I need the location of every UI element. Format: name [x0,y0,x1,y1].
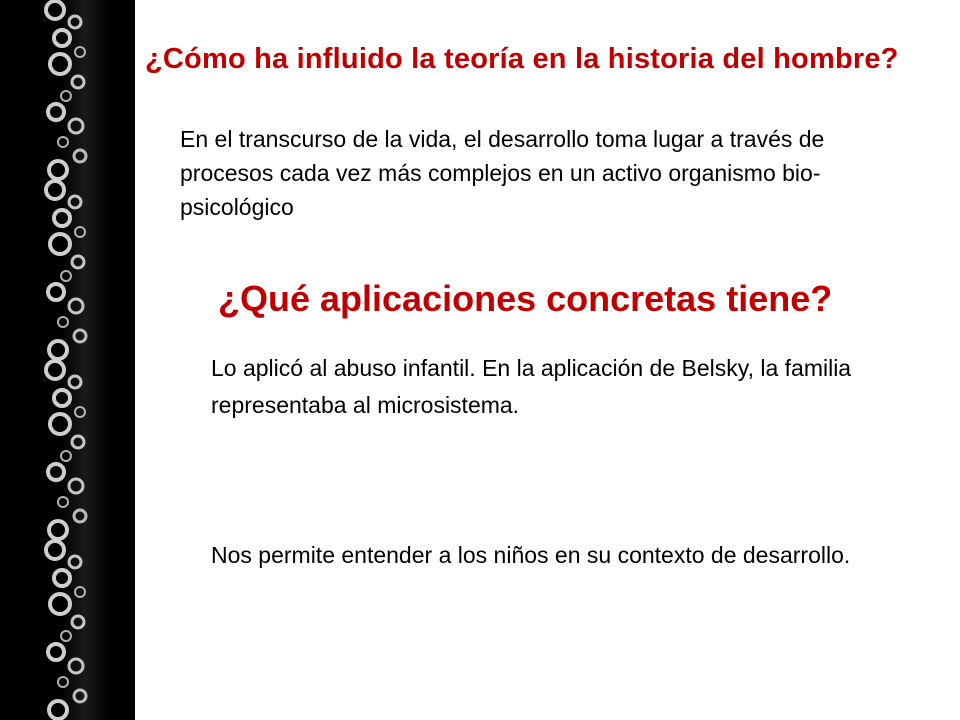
ornament-ring [69,16,81,28]
ornament-ring [69,659,83,673]
ornament-ring [48,644,64,660]
ornament-ring [46,1,64,19]
ornament-ring [58,317,68,327]
ornament-ring [49,701,67,719]
ornament-ring [69,299,83,313]
ornament-ring [48,464,64,480]
ornament-ring [49,521,67,539]
ornament-ring [72,256,84,268]
ornament-ring [54,30,70,46]
paragraph-context: Nos permite entender a los niños en su contexto de desarrollo. [211,542,851,568]
ornament-ring [46,541,64,559]
paragraph-application: Lo aplicó al abuso infantil. En la aplicación de Belsky, la familia representaba al microsistema. [211,355,852,418]
ornament-ring [46,361,64,379]
ornament-ring [54,210,70,226]
slide-title: ¿Cómo ha influido la teoría en la historia del hombre? [145,43,899,75]
slide-subtitle: ¿Qué aplicaciones concretas tiene? [218,278,833,319]
ornament-ring [74,150,86,162]
ornament-ring [50,414,70,434]
ornament-ring [72,436,84,448]
ornament-ring [74,510,86,522]
ornament-ring [75,587,85,597]
ornament-ring [72,616,84,628]
ornament-ring [69,119,83,133]
paragraph-development: En el transcurso de la vida, el desarrollo toma lugar a través de procesos cada vez más complejos en un activo organismo bio-psicológico [180,126,825,220]
ornament-ring [74,690,86,702]
ornament-ring [75,47,85,57]
ornament-ring [75,407,85,417]
ornament-ring [75,227,85,237]
ornament-ring [46,181,64,199]
ornament-ring [58,497,68,507]
ornament-ring [48,284,64,300]
ornament-ring [72,76,84,88]
ornament-ring [50,594,70,614]
ornament-ring [50,54,70,74]
ornament-ring [50,234,70,254]
ornament-ring [58,137,68,147]
ornament-ring [61,451,71,461]
ornament-ring [69,196,81,208]
decorative-border-strip [0,0,135,720]
ornament-ring [49,341,67,359]
ornament-ring [58,677,68,687]
ornament-ring [54,570,70,586]
ornament-ring [61,91,71,101]
circle-pattern-icon [0,0,135,720]
ornament-ring [69,479,83,493]
ornament-ring [48,104,64,120]
ornament-ring [74,330,86,342]
ornament-ring [61,271,71,281]
ornament-ring [54,390,70,406]
ornament-ring [49,161,67,179]
ornament-ring [69,556,81,568]
ornament-ring [69,376,81,388]
ornament-ring [61,631,71,641]
